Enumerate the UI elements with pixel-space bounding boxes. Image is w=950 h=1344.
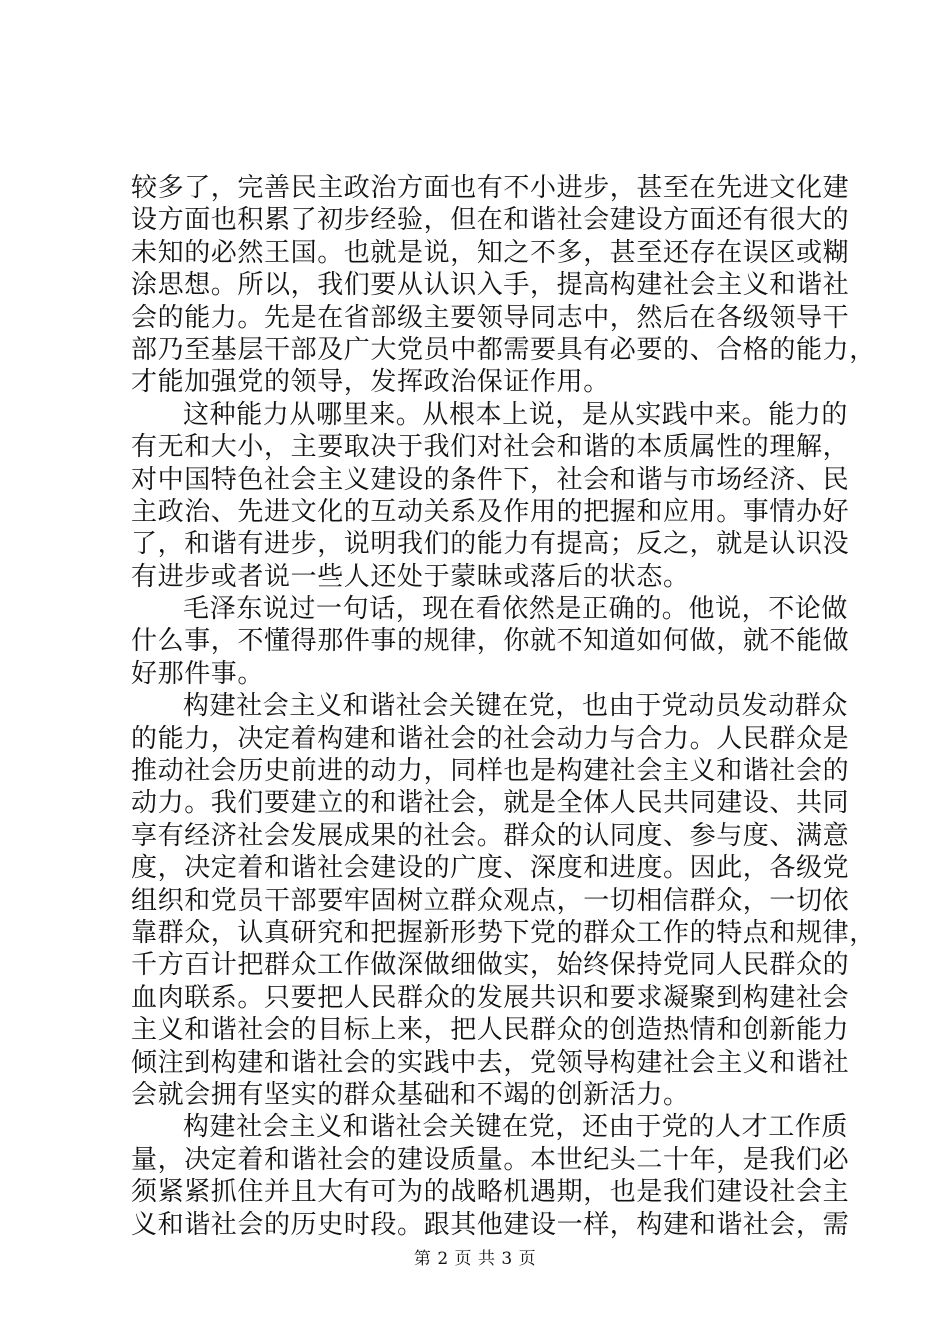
text-line: 设方面也积累了初步经验，但在和谐社会建设方面还有很大的 [131,205,850,236]
text-line: 部乃至基层干部及广大党员中都需要具有必要的、合格的能力， [131,334,876,365]
text-line: 血肉联系。只要把人民群众的发展共识和要求凝聚到构建社会 [131,982,850,1013]
text-line: 了，和谐有进步，说明我们的能力有提高；反之，就是认识没 [131,529,850,560]
text-line: 有进步或者说一些人还处于蒙昧或落后的状态。 [131,561,690,592]
paragraph [131,399,850,593]
text-line: 组织和党员干部要牢固树立群众观点，一切相信群众，一切依 [131,885,850,916]
text-line: 须紧紧抓住并且大有可为的战略机遇期，也是我们建设社会主 [131,1177,850,1208]
text-line: 主义和谐社会的目标上来，把人民群众的创造热情和创新能力 [131,1015,850,1046]
page-footer: 第 2 页 共 3 页 [413,1249,537,1269]
paragraph [131,593,850,690]
document-body [131,172,876,1241]
text-line: 会就会拥有坚实的群众基础和不竭的创新活力。 [131,1079,690,1110]
paragraph [131,690,876,1111]
text-line: 度，决定着和谐社会建设的广度、深度和进度。因此，各级党 [131,853,850,884]
text-line: 倾注到构建和谐社会的实践中去，党领导构建社会主义和谐社 [131,1047,850,1078]
text-line: 的能力，决定着构建和谐社会的社会动力与合力。人民群众是 [131,723,850,754]
paragraph [131,172,876,399]
text-line: 什么事，不懂得那件事的规律，你就不知道如何做，就不能做 [131,626,850,657]
text-line: 义和谐社会的历史时段。跟其他建设一样，构建和谐社会，需 [131,1209,850,1240]
text-line: 推动社会历史前进的动力，同样也是构建社会主义和谐社会的 [131,756,850,787]
text-line: 对中国特色社会主义建设的条件下，社会和谐与市场经济、民 [131,464,850,495]
text-line: 有无和大小，主要取决于我们对社会和谐的本质属性的理解， [131,432,850,463]
text-line: 涂思想。所以，我们要从认识入手，提高构建社会主义和谐社 [131,270,850,301]
text-line: 较多了，完善民主政治方面也有不小进步，甚至在先进文化建 [131,173,850,203]
text-line: 量，决定着和谐社会的建设质量。本世纪头二十年，是我们必 [131,1144,850,1175]
text-line: 动力。我们要建立的和谐社会，就是全体人民共同建设、共同 [131,788,850,819]
text-line: 千方百计把群众工作做深做细做实，始终保持党同人民群众的 [131,950,850,981]
text-line: 靠群众，认真研究和把握新形势下党的群众工作的特点和规律， [131,917,876,948]
text-line: 主政治、先进文化的互动关系及作用的把握和应用。事情办好 [131,496,850,527]
text-line: 这种能力从哪里来。从根本上说，是从实践中来。能力的 [183,399,849,430]
text-line: 未知的必然王国。也就是说，知之不多，甚至还存在误区或糊 [131,237,850,268]
text-line: 会的能力。先是在省部级主要领导同志中，然后在各级领导干 [131,302,850,333]
text-line: 才能加强党的领导，发挥政治保证作用。 [131,367,610,398]
text-line: 构建社会主义和谐社会关键在党，也由于党动员发动群众 [183,691,849,722]
text-line: 毛泽东说过一句话，现在看依然是正确的。他说，不论做 [183,594,849,625]
text-line: 构建社会主义和谐社会关键在党，还由于党的人才工作质 [183,1112,849,1143]
paragraph [131,1111,850,1241]
text-line: 好那件事。 [131,658,265,689]
text-line: 享有经济社会发展成果的社会。群众的认同度、参与度、满意 [131,820,850,851]
